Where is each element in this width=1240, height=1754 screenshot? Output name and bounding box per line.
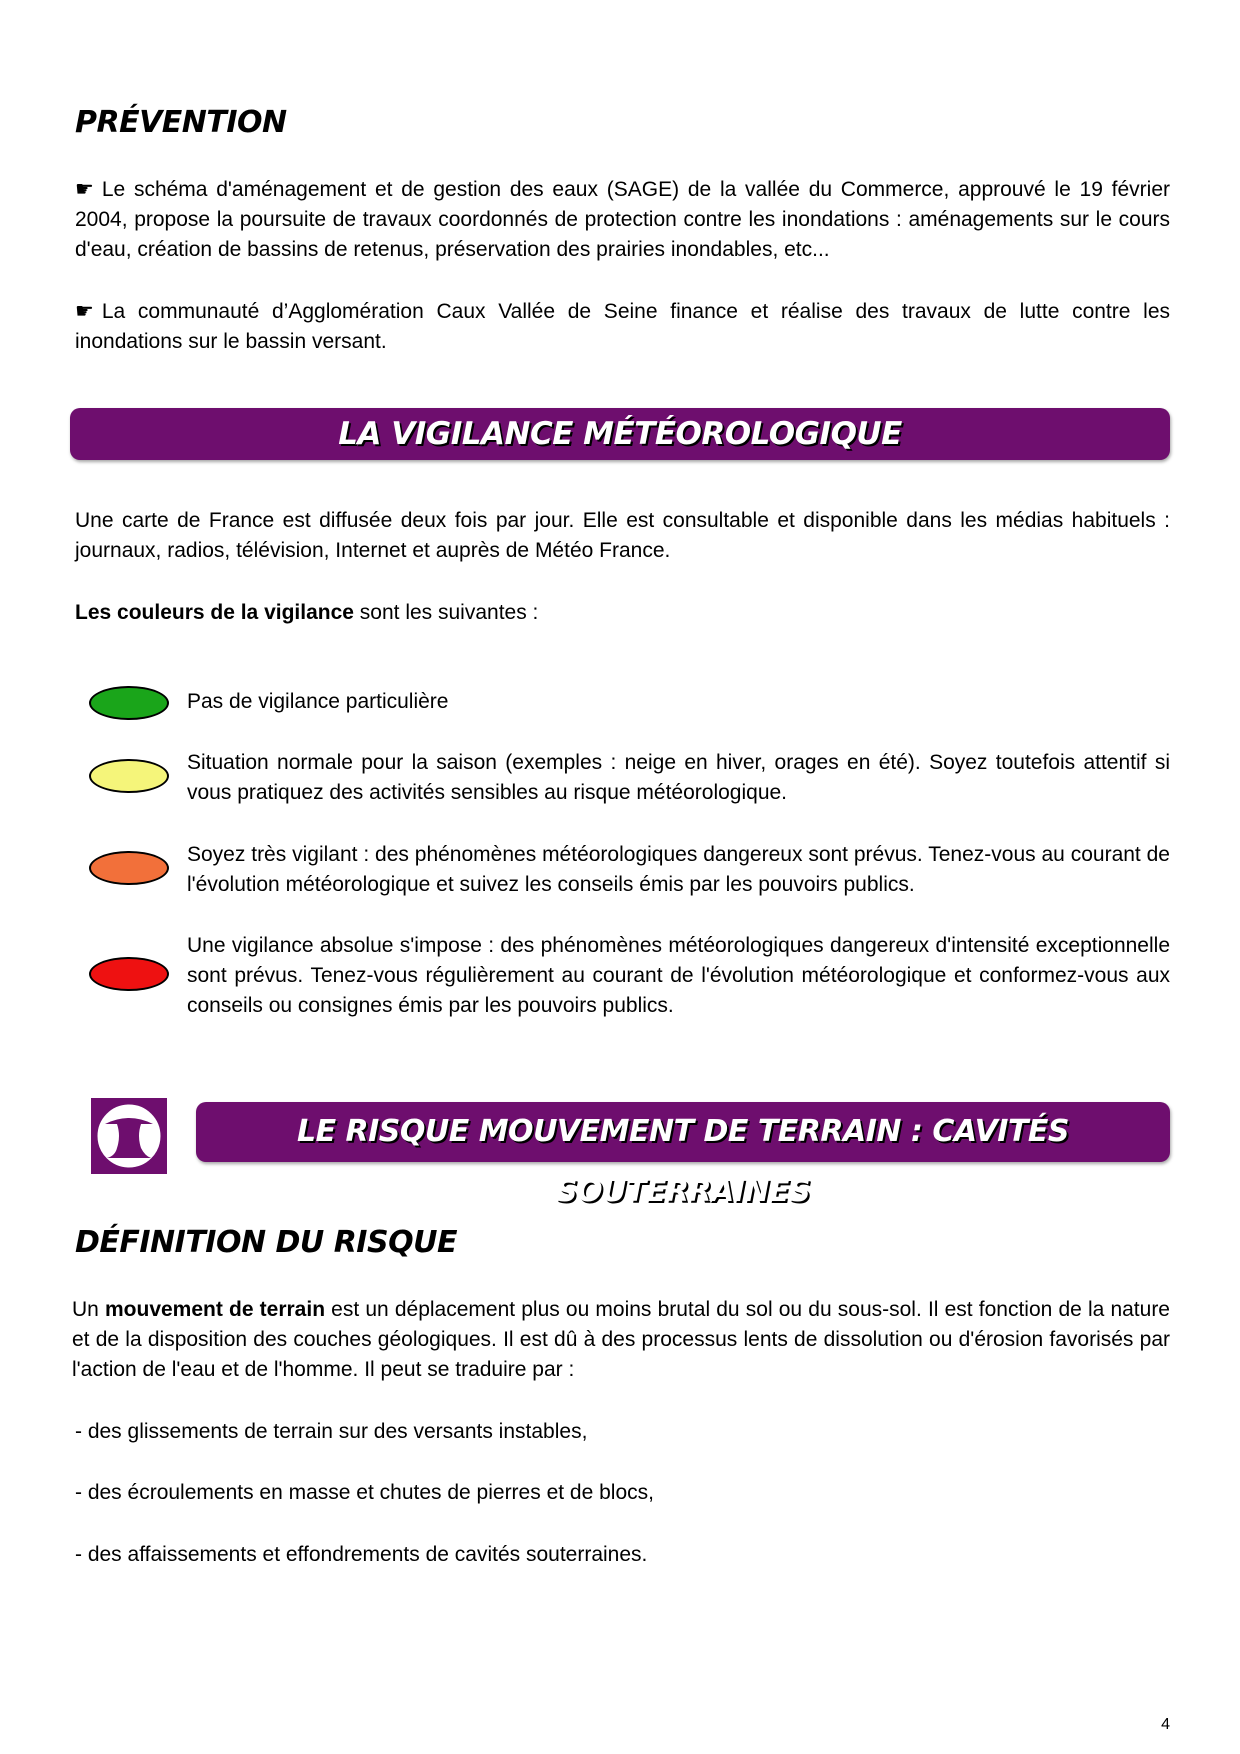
definition-bold: mouvement de terrain [105,1298,326,1321]
vigilance-colors-heading [75,598,538,628]
prevention-text-1: Le schéma d'aménagement et de gestion des eaux (SAGE) de la vallée du Commerce, approuvé le 19 février 2004, propose la poursuite de travaux coordonnés de protection contre les inondations : aménagements sur le cours d'eau, création de bassins de retenus, préservation des prairies inondables, etc... [75,178,1170,261]
page-number: 4 [1161,1716,1170,1733]
ground-movement-icon [91,1098,167,1174]
vigilance-colors-bold: Les couleurs de la vigilance [75,601,354,624]
prevention-paragraph-2 [75,297,1170,357]
vigilance-level-yellow-text: Situation normale pour la saison (exemples : neige en hiver, orages en été). Soyez toutefois attentif si vous pratiquez des activités sensibles au risque météorologique. [187,751,1170,804]
vigilance-banner [70,408,1170,460]
vigilance-colors-rest: sont les suivantes : [353,601,539,624]
definition-rest: est un déplacement plus ou moins brutal du sol ou du sous-sol. Il est fonction de la nature et de la disposition des couches géologiques. Il est dû à des processus lents de dissolution ou d'érosion favorisés par l'action de l'eau et de l'homme. Il peut se traduire par : [72,1298,1170,1381]
list-item: - des glissements de terrain sur des versants instables, [75,1420,588,1443]
vigilance-banner-title: LA VIGILANCE MÉTÉOROLOGIQUE [338,416,902,452]
risque-banner-title: LE RISQUE MOUVEMENT DE TERRAIN : CAVITÉS SOUTERRAINES [296,1114,1070,1209]
vigilance-level-green-text: Pas de vigilance particulière [187,690,449,713]
definition-start: Un [72,1298,105,1321]
pointing-hand-icon: ☛ [75,178,94,201]
definition-title: DÉFINITION DU RISQUE [75,1225,457,1260]
definition-paragraph [72,1295,1170,1385]
orange-vigilance-ellipse [89,851,169,885]
list-item: - des affaissements et effondrements de cavités souterraines. [75,1543,648,1566]
yellow-vigilance-ellipse [89,759,169,793]
risque-banner [196,1102,1170,1209]
vigilance-intro: Une carte de France est diffusée deux fois par jour. Elle est consultable et disponible dans les médias habituels : journaux, radios, télévision, Internet et auprès de Météo France. [75,509,1170,562]
list-item: - des écroulements en masse et chutes de pierres et de blocs, [75,1481,654,1504]
red-vigilance-ellipse [89,957,169,991]
prevention-paragraph-1 [75,175,1170,265]
green-vigilance-ellipse [89,686,169,720]
pointing-hand-icon: ☛ [75,300,94,323]
vigilance-level-red-text: Une vigilance absolue s'impose : des phénomènes météorologiques dangereux d'intensité exceptionnelle sont prévus. Tenez-vous régulièrement au courant de l'évolution météorologique et conformez-vous aux conseils ou consignes émis par les pouvoirs publics. [187,934,1170,1017]
prevention-title: PRÉVENTION [75,105,287,140]
vigilance-level-orange-text: Soyez très vigilant : des phénomènes météorologiques dangereux sont prévus. Tenez-vous au courant de l'évolution météorologique et suivez les conseils émis par les pouvoirs publics. [187,843,1170,896]
prevention-text-2: La communauté d’Agglomération Caux Vallée de Seine finance et réalise des travaux de lutte contre les inondations sur le bassin versant. [75,300,1170,353]
